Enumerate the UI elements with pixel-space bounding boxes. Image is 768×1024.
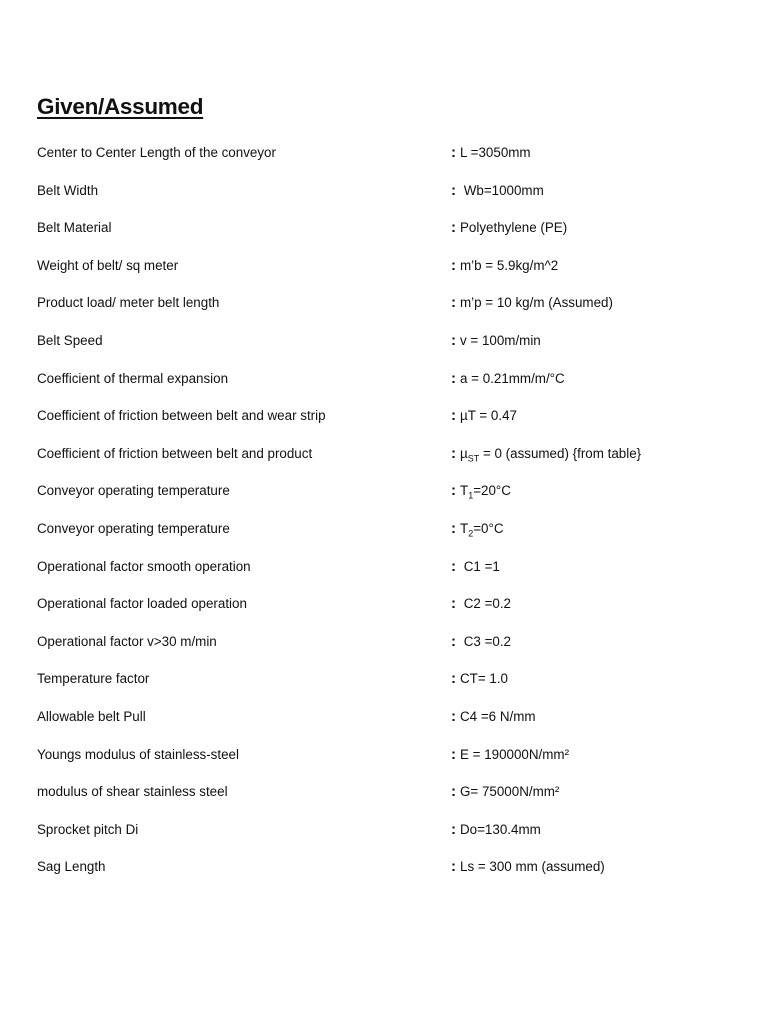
parameter-value (451, 322, 541, 360)
parameter-label: Coefficient of friction between belt and product (37, 445, 313, 461)
value-text: Polyethylene (PE) (460, 220, 568, 236)
parameter-label: Operational factor loaded operation (37, 596, 247, 612)
value-symbol: T (460, 520, 469, 536)
value-text: C3 =0.2 (463, 633, 512, 649)
parameter-value (451, 360, 565, 398)
parameter-label: Belt Width (37, 182, 99, 198)
parameter-value (451, 736, 569, 774)
section-heading: Given/Assumed (37, 94, 204, 119)
parameter-row (37, 322, 737, 360)
parameter-label: Belt Material (37, 220, 112, 236)
separator: : (451, 557, 456, 575)
value-text: Wb=1000mm (463, 182, 544, 198)
parameter-label: Conveyor operating temperature (37, 483, 230, 499)
parameter-label: Sag Length (37, 859, 106, 875)
value-text: C1 =1 (463, 558, 500, 574)
parameter-row (37, 811, 737, 849)
parameter-value (451, 435, 641, 473)
separator: : (451, 219, 456, 237)
parameter-value (451, 284, 613, 322)
parameter-row (37, 247, 737, 285)
separator: : (451, 745, 456, 763)
value-text: a = 0.21mm/m/°C (460, 370, 565, 386)
value-text: µT = 0.47 (460, 408, 517, 424)
separator: : (451, 369, 456, 387)
separator: : (451, 331, 456, 349)
value-text: CT= 1.0 (460, 671, 509, 687)
parameter-label: Sprocket pitch Di (37, 821, 139, 837)
parameter-row (37, 360, 737, 398)
parameter-label: Coefficient of thermal expansion (37, 370, 229, 386)
parameter-label: Product load/ meter belt length (37, 295, 220, 311)
parameter-row (37, 585, 737, 623)
separator: : (451, 444, 456, 462)
separator: : (451, 707, 456, 725)
parameter-value (451, 548, 500, 586)
separator: : (451, 407, 456, 425)
separator: : (451, 783, 456, 801)
value-text: G= 75000N/mm² (460, 784, 560, 800)
value-text: Do=130.4mm (460, 821, 541, 837)
parameter-label: Conveyor operating temperature (37, 520, 230, 536)
separator: : (451, 144, 456, 161)
value-subscript: 2 (468, 528, 474, 539)
parameter-value (451, 773, 559, 811)
parameter-row (37, 435, 737, 473)
parameter-row (37, 773, 737, 811)
parameter-list (37, 134, 737, 886)
value-symbol: µ (460, 445, 468, 461)
parameter-row (37, 397, 737, 435)
parameter-row (37, 284, 737, 322)
separator: : (451, 294, 456, 312)
value-subscript: 1 (468, 491, 474, 502)
parameter-label: Operational factor smooth operation (37, 558, 251, 574)
value-text: Ls = 300 mm (assumed) (460, 859, 605, 875)
parameter-row (37, 209, 737, 247)
parameter-label: Operational factor v>30 m/min (37, 633, 217, 649)
value-text: =20°C (473, 483, 511, 499)
parameter-label: Belt Speed (37, 332, 103, 348)
separator: : (451, 632, 456, 650)
separator: : (451, 858, 456, 876)
parameter-value (451, 811, 541, 849)
value-subscript: ST (467, 453, 480, 464)
parameter-row (37, 510, 737, 548)
value-text: C4 =6 N/mm (460, 708, 536, 724)
parameter-value (451, 848, 605, 886)
parameter-value (451, 660, 508, 698)
parameter-label: Center to Center Length of the conveyor (37, 145, 276, 160)
value-text: C2 =0.2 (463, 596, 512, 612)
parameter-row (37, 172, 737, 210)
value-text: E = 190000N/mm² (460, 746, 570, 762)
value-symbol: T (460, 483, 469, 499)
parameter-value (451, 510, 504, 548)
parameter-value (451, 472, 511, 510)
separator: : (451, 482, 456, 500)
separator: : (451, 256, 456, 274)
value-text: m’b = 5.9kg/m^2 (460, 257, 559, 273)
parameter-value (451, 397, 517, 435)
parameter-row (37, 134, 737, 172)
parameter-row (37, 548, 737, 586)
parameter-label: Allowable belt Pull (37, 708, 146, 724)
parameter-value (451, 623, 511, 661)
parameter-row (37, 623, 737, 661)
parameter-row (37, 472, 737, 510)
parameter-label: Youngs modulus of stainless-steel (37, 746, 239, 762)
parameter-label: Temperature factor (37, 671, 150, 687)
parameter-label: modulus of shear stainless steel (37, 784, 228, 800)
parameter-value (451, 209, 567, 247)
parameter-value (451, 134, 531, 172)
parameter-row (37, 698, 737, 736)
value-text: v = 100m/min (460, 332, 541, 348)
parameter-value (451, 172, 544, 210)
parameter-row (37, 736, 737, 774)
separator: : (451, 595, 456, 613)
parameter-value (451, 247, 558, 285)
parameter-value (451, 585, 511, 623)
value-text: L =3050mm (460, 145, 531, 160)
parameter-value (451, 698, 536, 736)
value-text: = 0 (assumed) {from table} (479, 445, 642, 461)
parameter-label: Coefficient of friction between belt and wear strip (37, 408, 326, 424)
separator: : (451, 670, 456, 688)
value-text: =0°C (473, 520, 504, 536)
separator: : (451, 519, 456, 537)
parameter-row (37, 660, 737, 698)
parameter-label: Weight of belt/ sq meter (37, 257, 179, 273)
separator: : (451, 820, 456, 838)
separator: : (451, 181, 456, 199)
parameter-row (37, 848, 737, 886)
value-text: m’p = 10 kg/m (Assumed) (460, 295, 613, 311)
